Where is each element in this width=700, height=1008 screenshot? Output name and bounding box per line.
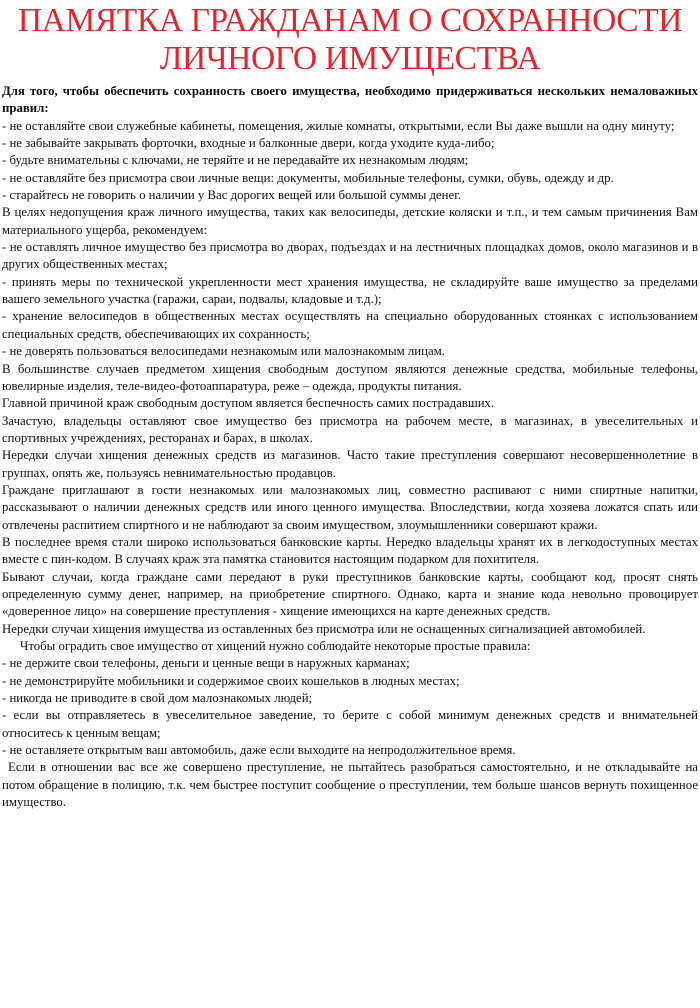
list-item: - не оставлять личное имущество без присмотра во дворах, подъездах и на лестничных площадках домов, около магазинов и в других общественных местах; — [2, 240, 698, 272]
paragraph: Главной причиной краж свободным доступом является беспечность самих пострадавших. — [2, 396, 495, 411]
list-item: - не демонстрируйте мобильники и содержимое своих кошельков в людных местах; — [2, 673, 460, 688]
list-item: - не держите свои телефоны, деньги и ценные вещи в наружных карманах; — [2, 656, 410, 671]
closing-paragraph: Если в отношении вас все же совершено преступление, не пытайтесь разобраться самостоятельно, и не откладывайте на потом обращение в полицию, т.к. чем быстрее поступит сообщение о преступлении, тем больше шансов вернуть похищенное имущество. — [2, 760, 698, 810]
list-item: - не оставляете открытым ваш автомобиль, даже если выходите на непродолжительное время. — [2, 743, 516, 758]
paragraph: Зачастую, владельцы оставляют свое имущество без присмотра на рабочем месте, в магазинах, в увеселительных и спортивных учреждениях, ресторанах и барах, в школах. — [2, 413, 698, 445]
paragraph: Нередки случаи хищения имущества из оставленных без присмотра или не оснащенных сигнализацией автомобилей. — [2, 621, 646, 636]
paragraph: В целях недопущения краж личного имущества, таких как велосипеды, детские коляски и т.п., и тем самым причинения Вам материального ущерба, рекомендуем: — [2, 205, 698, 237]
list-item: - если вы отправляетесь в увеселительное заведение, то берите с собой минимум денежных средств и внимательней относитесь к ценным вещам; — [2, 708, 698, 740]
list-item: - будьте внимательны с ключами, не теряйте и не передавайте их незнакомым людям; — [2, 153, 469, 168]
rules-intro-paragraph: Чтобы оградить свое имущество от хищений нужно соблюдайте некоторые простые правила: — [20, 639, 531, 653]
list-item: - принять меры по технической укрепленности мест хранения имущества, не складируйте ваше имущество за пределами вашего земельного участка (гаражи, сараи, подвалы, кладовые и т.д.); — [2, 274, 698, 307]
paragraph: Нередки случаи хищения денежных средств из магазинов. Часто такие преступления совершают несовершеннолетние в группах, опять же, пользуясь невнимательностью продавцов. — [2, 448, 698, 480]
list-item: - хранение велосипедов в общественных местах осуществлять на специально оборудованных стоянках с использованием специальных средств, обеспечивающих их сохранность; — [2, 309, 698, 341]
document-title — [2, 2, 698, 78]
list-item: - не забывайте закрывать форточки, входные и балконные двери, когда уходите куда-либо; — [2, 136, 495, 151]
list-item: - не доверять пользоваться велосипедами незнакомым или малознакомым лицам. — [2, 344, 445, 359]
document-body — [2, 83, 698, 811]
title-line-2: ЛИЧНОГО ИМУЩЕСТВА — [159, 40, 541, 77]
list-item: - не оставляйте без присмотра свои личные вещи: документы, мобильные телефоны, сумки, обувь, одежду и др. — [2, 170, 614, 185]
paragraph: Граждане приглашают в гости незнакомых или малознакомых лиц, совместно распивают с ними спиртные напитки, рассказывают о наличии денежных средств или иного ценного имущества. Впоследствии, когда хозяева ложатся спать или отвлечены распитием спиртного и не наблюдают за своим имуществом, злоумышленники совершают кражи. — [2, 482, 698, 532]
title-line-1: ПАМЯТКА ГРАЖДАНАМ О СОХРАННОСТИ — [17, 2, 683, 39]
paragraph: Бывают случаи, когда граждане сами передают в руки преступников банковские карты, сообщают код, просят снять определенную сумму денег, например, на приобретение спиртного. Однако, карта и знание кода невольно провоцирует «доверенное лицо» на совершение преступления - хищение имеющихся на карте денежных средств. — [2, 569, 698, 619]
list-item: - старайтесь не говорить о наличии у Вас дорогих вещей или большой суммы денег. — [2, 188, 462, 203]
list-item: - никогда не приводите в свой дом малознакомых людей; — [2, 691, 313, 706]
paragraph: В последнее время стали широко использоваться банковские карты. Нередко владельцы хранят их в легкодоступных местах вместе с пин-кодом. В случаях краж эта памятка становится настоящим подарком для похитителя. — [2, 534, 698, 567]
paragraph: В большинстве случаев предметом хищения свободным доступом являются денежные средства, мобильные телефоны, ювелирные изделия, теле-видео-фотоаппаратура, реже – одежда, продукты питания. — [2, 361, 698, 393]
document-page — [0, 2, 700, 1008]
intro-paragraph: Для того, чтобы обеспечить сохранность своего имущества, необходимо придерживаться нескольких немаловажных правил: — [2, 84, 698, 116]
list-item: - не оставляйте свои служебные кабинеты, помещения, жилые комнаты, открытыми, если Вы даже вышли на одну минуту; — [2, 118, 675, 133]
